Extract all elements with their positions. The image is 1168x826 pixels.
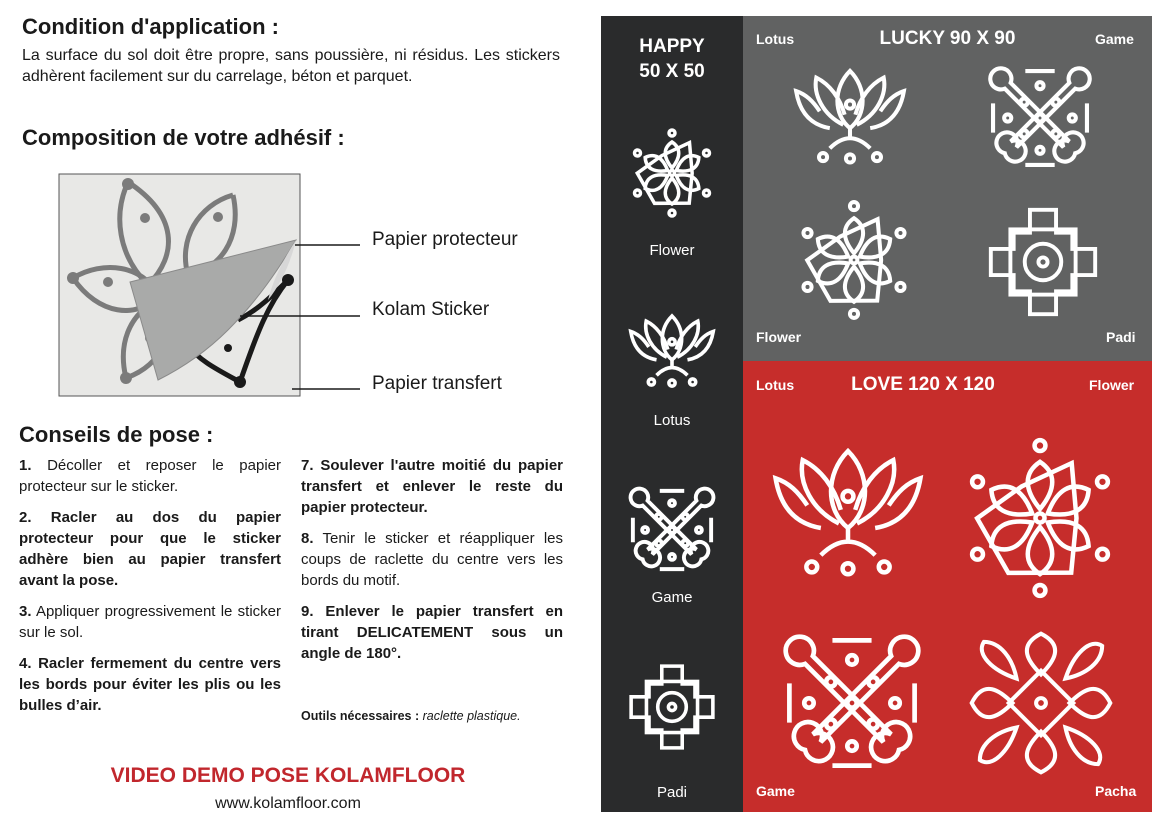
love-pacha-motif: [966, 626, 1116, 780]
diagram-leader-lines: [240, 230, 365, 395]
lucky-padi-motif: [983, 202, 1103, 322]
step-3: 3. Appliquer progressivement le sticker sur le sol.: [19, 603, 281, 641]
happy-padi-motif: [625, 660, 719, 754]
happy-game-motif: [627, 485, 717, 575]
lucky-corner-game: Game: [1095, 31, 1134, 47]
step-2: 2. Racler au dos du papier protecteur pour que le sticker adhère bien au papier transfert avant la pose.: [19, 509, 282, 589]
steps-right: [301, 455, 563, 674]
love-corner-lotus: Lotus: [756, 377, 795, 393]
happy-title: HAPPY 50 X 50: [639, 36, 705, 82]
tools-note: Outils nécessaires : raclette plastique.: [301, 709, 521, 723]
love-corner-game: Game: [756, 783, 795, 799]
love-flower-motif: [954, 424, 1126, 612]
condition-text: La surface du sol doit être propre, sans poussière, ni résidus. Les stickers adhèrent facilement sur du carrelage, béton et parquet.: [22, 47, 560, 85]
happy-lotus-motif: [623, 305, 721, 393]
label-papier-transfert: Papier transfert: [372, 373, 502, 394]
lucky-title: LUCKY 90 X 90: [879, 28, 1016, 49]
step-7: 7. Soulever l'autre moitié du papier transfert et enlever le reste du papier protecteur.: [301, 457, 563, 516]
lucky-game-motif: [986, 64, 1094, 172]
love-corner-pacha: Pacha: [1095, 783, 1137, 799]
love-corner-flower: Flower: [1089, 377, 1135, 393]
lucky-flower-motif: [790, 192, 918, 328]
website-url[interactable]: www.kolamfloor.com: [215, 795, 361, 812]
lucky-corner-lotus: Lotus: [756, 31, 795, 47]
steps-left: [19, 455, 281, 726]
lucky-lotus-motif: [786, 58, 914, 170]
love-game-motif: [780, 626, 924, 780]
step-1: 1. Décoller et reposer le papier protecteur sur le sticker.: [19, 457, 281, 495]
step-9: 9. Enlever le papier transfert en tirant DELICATEMENT sous un angle de 180°.: [301, 603, 564, 662]
love-title: LOVE 120 X 120: [851, 374, 995, 395]
lucky-corner-flower: Flower: [756, 329, 802, 345]
happy-label-lotus: Lotus: [653, 412, 691, 429]
video-demo-link[interactable]: VIDEO DEMO POSE KOLAMFLOOR: [110, 764, 466, 787]
step-4: 4. Racler fermement du centre vers les bords pour éviter les plis ou les bulles d’air.: [19, 655, 281, 714]
love-lotus-motif: [762, 425, 934, 593]
conseils-title: Conseils de pose :: [19, 422, 214, 447]
happy-label-padi: Padi: [656, 784, 688, 801]
happy-label-flower: Flower: [649, 242, 695, 259]
composition-title: Composition de votre adhésif :: [22, 125, 345, 150]
label-papier-protecteur: Papier protecteur: [372, 229, 518, 250]
happy-flower-motif: [621, 127, 723, 219]
happy-label-game: Game: [651, 589, 693, 606]
label-kolam-sticker: Kolam Sticker: [372, 299, 490, 320]
condition-title: Condition d'application :: [22, 14, 279, 39]
lucky-corner-padi: Padi: [1106, 329, 1136, 345]
step-8: 8. Tenir le sticker et réappliquer les coups de raclette du centre vers les bords du motif.: [301, 530, 563, 589]
